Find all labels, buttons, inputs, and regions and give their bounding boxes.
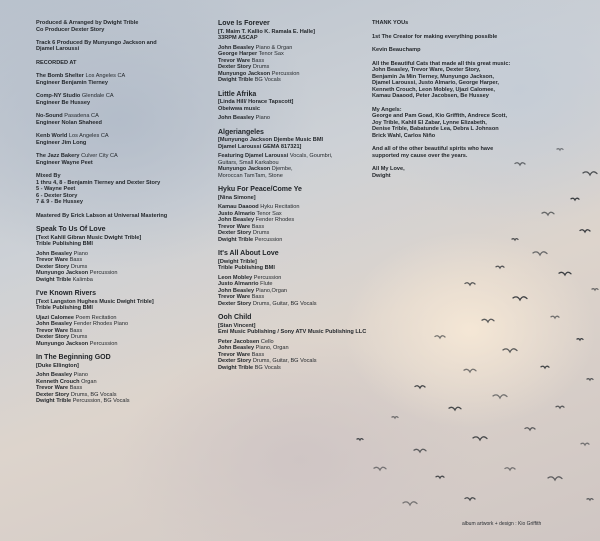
musician-role: Percussion <box>89 340 118 347</box>
studio-location: Pasadena CA <box>64 113 99 119</box>
bird-silhouette <box>465 283 475 285</box>
mixed-by <box>36 173 214 206</box>
musician-name: Dwight Trible <box>36 398 72 404</box>
musician-name: George Harper <box>218 51 258 57</box>
studio-entry <box>36 133 214 146</box>
musician-role: Drums <box>252 64 270 70</box>
musician-role: Bass <box>69 385 83 391</box>
song-credit: [Dwight Trible] <box>218 258 257 265</box>
song-credit: [Munyungo Jackson Djembe Music BMI <box>218 137 324 143</box>
musician-role: Percussion <box>271 70 300 77</box>
song-credit: [Nina Simone] <box>218 194 256 201</box>
recorded-at <box>36 60 214 67</box>
bird-silhouette <box>503 349 517 352</box>
musician-name: Dexter Story <box>36 334 70 340</box>
bird-silhouette <box>548 477 562 480</box>
production-credits <box>36 20 214 53</box>
mastered-line: Mastered By Erick Labson at Universal Mastering <box>36 212 168 219</box>
mix-line: 7 & 9 - Be Hussey <box>36 199 83 205</box>
musician-name: John Beasley <box>36 321 73 327</box>
song-block <box>36 354 214 405</box>
personnel-row <box>218 301 368 308</box>
song-credit: 33RPM ASCAP <box>218 35 258 41</box>
bird-silhouette <box>556 406 564 408</box>
musician-name: Trevor Ware <box>218 294 251 300</box>
song-title: Little Afrika <box>218 90 257 98</box>
musician-role: Bass <box>251 57 265 64</box>
bird-silhouette <box>542 212 554 215</box>
production-line: Track 6 Produced By Munyungo Jackson and <box>36 39 157 46</box>
thank-you-paragraph <box>372 61 562 100</box>
musician-role: Bass <box>69 327 83 334</box>
song-block <box>36 290 214 347</box>
production-line: Produced & Arranged by Dwight Trible <box>36 20 139 26</box>
bird-silhouette <box>403 502 417 505</box>
personnel-row <box>218 77 368 84</box>
musician-name: Leon Mobley <box>218 274 253 281</box>
thank-you-heading: THANK YOUs <box>372 20 409 26</box>
musician-role: Bass <box>251 351 265 358</box>
musician-name: Kamau Daaood <box>218 204 259 210</box>
song-credit: Trible Publishing BMI <box>36 305 93 311</box>
musician-name: Dwight Trible <box>36 276 72 283</box>
bird-silhouette <box>551 316 559 318</box>
song-block <box>218 250 368 307</box>
thank-you-paragraph <box>372 166 562 179</box>
bird-silhouette <box>436 476 444 478</box>
song-title: In The Beginning GOD <box>36 354 111 361</box>
musician-role: Drums, BG Vocals <box>70 391 117 398</box>
musician-role: Drums <box>70 334 88 340</box>
bird-silhouette <box>525 428 535 430</box>
personnel-row <box>36 277 214 284</box>
studio-entry <box>36 153 214 166</box>
studio-engineer: Engineer Jim Long <box>36 139 87 146</box>
personnel-row <box>218 173 368 180</box>
production-line: Djamel Laroussi <box>36 46 80 52</box>
song-credit: Trible Publishing BMI <box>36 241 93 247</box>
musician-name: Trevor Ware <box>218 351 251 358</box>
bird-silhouette <box>357 439 363 440</box>
musician-name: Kenneth Crouch <box>36 378 80 385</box>
musician-role: Percussion <box>89 270 118 276</box>
bird-silhouette <box>580 230 590 232</box>
musician-name: Trevor Ware <box>36 327 69 334</box>
musician-role: Vocals, Goumbri, <box>289 153 333 159</box>
thank-you-line: 1st The Creator for making everything possible <box>372 33 498 40</box>
musician-role: Hyku Recitation <box>260 204 300 210</box>
column-left <box>36 20 214 412</box>
musician-name: John Beasley <box>218 345 255 351</box>
song-block <box>218 186 368 243</box>
thank-you-line: All My Love, <box>372 166 405 172</box>
song-title: It's All About Love <box>218 250 279 257</box>
musician-name: John Beasley <box>218 44 255 51</box>
thank-you-paragraph <box>372 107 562 140</box>
musician-name: Featuring Djamel Laroussi <box>218 153 289 159</box>
studio-location: Culver City CA <box>81 153 118 159</box>
song-block <box>218 314 368 371</box>
musician-role: Drums <box>252 230 270 236</box>
thank-you-line: Kamau Daaood, Peter Jacobsen, Be Hussey <box>372 93 489 99</box>
musician-name: Dexter Story <box>36 263 70 270</box>
song-title: I've Known Rivers <box>36 290 97 297</box>
musician-name: Dexter Story <box>36 391 70 398</box>
thank-you-line: John Beasley, Trevor Ware, Dexter Story, <box>372 67 481 73</box>
studio-engineer: Engineer Benjamin Tierney <box>36 79 109 86</box>
bird-silhouette <box>513 297 527 300</box>
studio-name: The Bomb Shelter <box>36 73 84 79</box>
bird-silhouette <box>482 319 494 322</box>
musician-name: John Beasley <box>36 372 73 378</box>
song-credit: [Duke Ellington] <box>36 362 79 369</box>
personnel-row <box>218 237 368 244</box>
personnel-row <box>36 341 214 348</box>
bird-silhouette <box>583 172 597 175</box>
studio-engineer: Engineer Nolan Shaheed <box>36 119 102 126</box>
musician-name: Munyungo Jackson <box>36 270 89 276</box>
musician-role: Piano, Organ <box>255 345 289 351</box>
bird-silhouette <box>473 437 487 440</box>
studio-name: The Jazz Bakery <box>36 153 80 159</box>
musician-name: Trevor Ware <box>218 223 251 230</box>
mix-line: Mixed By <box>36 173 61 179</box>
mix-line: 6 - Dexter Story <box>36 192 78 199</box>
bird-silhouette <box>415 386 425 388</box>
musician-name: Dexter Story <box>218 230 252 236</box>
song-title: Ooh Child <box>218 314 252 321</box>
studio-location: Glendale CA <box>81 93 114 99</box>
bird-silhouette <box>449 407 461 410</box>
musician-role: Djembe, <box>271 166 293 172</box>
musician-name: Dwight Trible <box>218 236 254 243</box>
musician-role: Drums <box>70 263 88 270</box>
musician-role: Bass <box>251 223 265 230</box>
song-title: Hyku For Peace/Come Ye <box>218 186 302 193</box>
song-title: Love Is Forever <box>218 20 270 27</box>
song-block <box>218 91 368 122</box>
thank-you-line: All the Beautiful Cats that made all this great music: <box>372 60 511 67</box>
musician-role: Fender Rhodes <box>255 217 295 223</box>
bird-silhouette <box>374 467 386 470</box>
thank-you-line: Kevin Beauchamp <box>372 47 421 53</box>
column-right <box>372 20 562 186</box>
bird-silhouette <box>581 443 589 445</box>
song-credit: Emi Music Publishing / Sony ATV Music Publishing LLC <box>218 329 367 335</box>
musician-role: Piano & Organ <box>255 44 293 51</box>
bird-silhouette <box>496 266 504 268</box>
bird-silhouette <box>435 336 445 338</box>
song-credit: Obeiwwa music <box>218 105 260 112</box>
bird-silhouette <box>559 272 571 275</box>
musician-role: Tenor Sax <box>256 210 282 217</box>
song-credit: Djamel Laroussi GEMA 817321] <box>218 143 302 150</box>
personnel-row <box>218 115 368 122</box>
musician-role: Kalimba <box>72 276 93 283</box>
studio-location: Los Angeles CA <box>68 133 109 139</box>
musician-name: John Beasley <box>218 217 255 223</box>
thank-you-line: Joy Trible, Kahlil El Zabar, Lynne Elizabeth, <box>372 119 487 126</box>
musician-role: Organ <box>81 378 97 385</box>
musician-name: Munyungo Jackson <box>218 166 271 172</box>
song-credit: [Text Langston Hughes Music Dwight Trible] <box>36 298 154 305</box>
musician-role: Flute <box>260 281 273 287</box>
musician-role: Piano,Organ <box>255 287 288 294</box>
musician-name: Ujazi Calomee <box>36 314 74 321</box>
musician-role: Fender Rhodes Piano <box>73 321 129 327</box>
studio-entry <box>36 93 214 106</box>
thank-you-line: Kenneth Crouch, Leon Mobley, Ujazi Calomee, <box>372 86 495 93</box>
bird-silhouette <box>465 498 475 500</box>
song-credit: [T. Maim T. Kallio K. Ramala E. Halle] <box>218 28 315 35</box>
column-middle <box>218 20 368 378</box>
musician-name: Trevor Ware <box>36 385 69 391</box>
thank-you-paragraph <box>372 146 562 159</box>
bird-silhouette <box>571 198 579 200</box>
song-credit: [Stan Vincent] <box>218 322 256 329</box>
bird-silhouette <box>577 339 583 340</box>
thank-you-line: Denise Trible, Babatunde Lea, Debra L Johnson <box>372 126 499 132</box>
bird-silhouette <box>541 366 549 368</box>
mastered-by <box>36 213 214 220</box>
musician-role: Moroccan TamTam, Stone <box>218 172 283 179</box>
studio-engineer: Engineer Be Hussey <box>36 99 91 106</box>
musician-role: Poem Recitation <box>75 314 117 321</box>
mix-line: 5 - Wayne Peet <box>36 186 76 192</box>
musician-role: Drums, Guitar, BG Vocals <box>252 300 317 307</box>
studio-location: Los Angeles CA <box>85 73 126 79</box>
musician-role: Percussion <box>253 274 282 281</box>
musician-name: Munyungo Jackson <box>218 70 271 77</box>
bird-silhouette <box>533 252 547 255</box>
musician-name: Trevor Ware <box>218 57 251 64</box>
mix-line: 1 thru 4, 8 - Benjamin Tierney and Dexter Story <box>36 179 161 186</box>
bird-silhouette <box>512 239 518 240</box>
bird-silhouette <box>505 468 515 470</box>
studio-name: Kenb World <box>36 133 68 139</box>
bird-silhouette <box>414 449 426 452</box>
musician-role: Piano <box>73 250 88 257</box>
song-credit: [Text Kahlil Gibran Music Dwight Trible] <box>36 234 142 241</box>
thank-you-line: Benjamin Ja Min Tierney, Munyungo Jackson, <box>372 73 494 80</box>
recorded-at-heading: RECORDED AT <box>36 59 77 66</box>
thank-you-paragraph <box>372 47 562 54</box>
musician-role: Bass <box>251 294 265 300</box>
musician-name: John Beasley <box>36 250 73 257</box>
thank-you-line: My Angels: <box>372 106 402 113</box>
musician-role: Percussion, BG Vocals <box>72 398 130 404</box>
thank-you-line: supported my cause over the years. <box>372 152 468 159</box>
artwork-credit: album artwork + design : Kio Griffith <box>462 521 542 527</box>
studio-entry <box>36 73 214 86</box>
musician-name: Trevor Ware <box>36 257 69 263</box>
musician-role: Drums, Guitar, BG Vocals <box>252 358 317 364</box>
thank-you-line: Dwight <box>372 172 391 179</box>
bird-silhouette <box>464 369 476 372</box>
thank-you-line: Djamel Laroussi, Justo Almario, George Harper, <box>372 80 499 86</box>
musician-name: Dexter Story <box>218 64 252 70</box>
musician-name: Justo Almanrio <box>218 281 259 287</box>
thank-you-paragraph <box>372 34 562 41</box>
musician-role: BG Vocals <box>254 77 281 83</box>
personnel-row <box>36 398 214 405</box>
production-line: Co Producer Dexter Story <box>36 26 105 33</box>
personnel-row <box>218 365 368 372</box>
thank-you-line: George and Pam Goad, Kio Griffith, Andrece Scott, <box>372 113 507 119</box>
musician-role: Percussion <box>254 236 283 243</box>
bird-silhouette <box>587 379 593 380</box>
musician-name: John Beasley <box>218 115 255 121</box>
studio-engineer: Engineer Wayne Peet <box>36 159 93 166</box>
studio-name: Comp-NY Studio <box>36 93 81 99</box>
song-block <box>36 226 214 283</box>
musician-name: Peter Jacobsen <box>218 338 260 345</box>
musician-role: Piano <box>73 372 88 378</box>
thank-you-heading-block <box>372 20 562 27</box>
song-credit: [Linda Hill/ Horace Tapscott] <box>218 99 294 105</box>
song-title: Algeriangeles <box>218 128 264 136</box>
studio-entry <box>36 113 214 126</box>
musician-role: Tenor Sax <box>258 51 284 57</box>
musician-name: Dwight Trible <box>218 364 254 371</box>
musician-name: Dexter Story <box>218 358 252 364</box>
musician-role: Guitars, Small Karkabou <box>218 159 279 166</box>
musician-role: Cello <box>260 338 274 345</box>
musician-role: Bass <box>69 257 83 263</box>
studio-name: No-Sound <box>36 113 63 119</box>
bird-silhouette <box>493 395 507 398</box>
song-title: Speak To Us Of Love <box>36 226 106 233</box>
thank-you-line: Brick Wahl, Carlos Niño <box>372 132 436 139</box>
song-block <box>218 129 368 180</box>
musician-role: BG Vocals <box>254 364 281 371</box>
musician-role: Piano <box>255 115 270 121</box>
musician-name: Dwight Trible <box>218 77 254 83</box>
bird-silhouette <box>592 289 598 290</box>
bird-silhouette <box>392 417 398 418</box>
thank-you-line: And all of the other beautiful spirits who have <box>372 146 494 152</box>
musician-name: Dexter Story <box>218 300 252 307</box>
musician-name: Munyungo Jackson <box>36 340 89 347</box>
musician-name: Justo Almario <box>218 210 256 217</box>
song-block <box>218 20 368 84</box>
musician-name: John Beasley <box>218 287 255 294</box>
song-credit: Trible Publishing BMI <box>218 265 275 271</box>
bird-silhouette <box>587 499 593 500</box>
